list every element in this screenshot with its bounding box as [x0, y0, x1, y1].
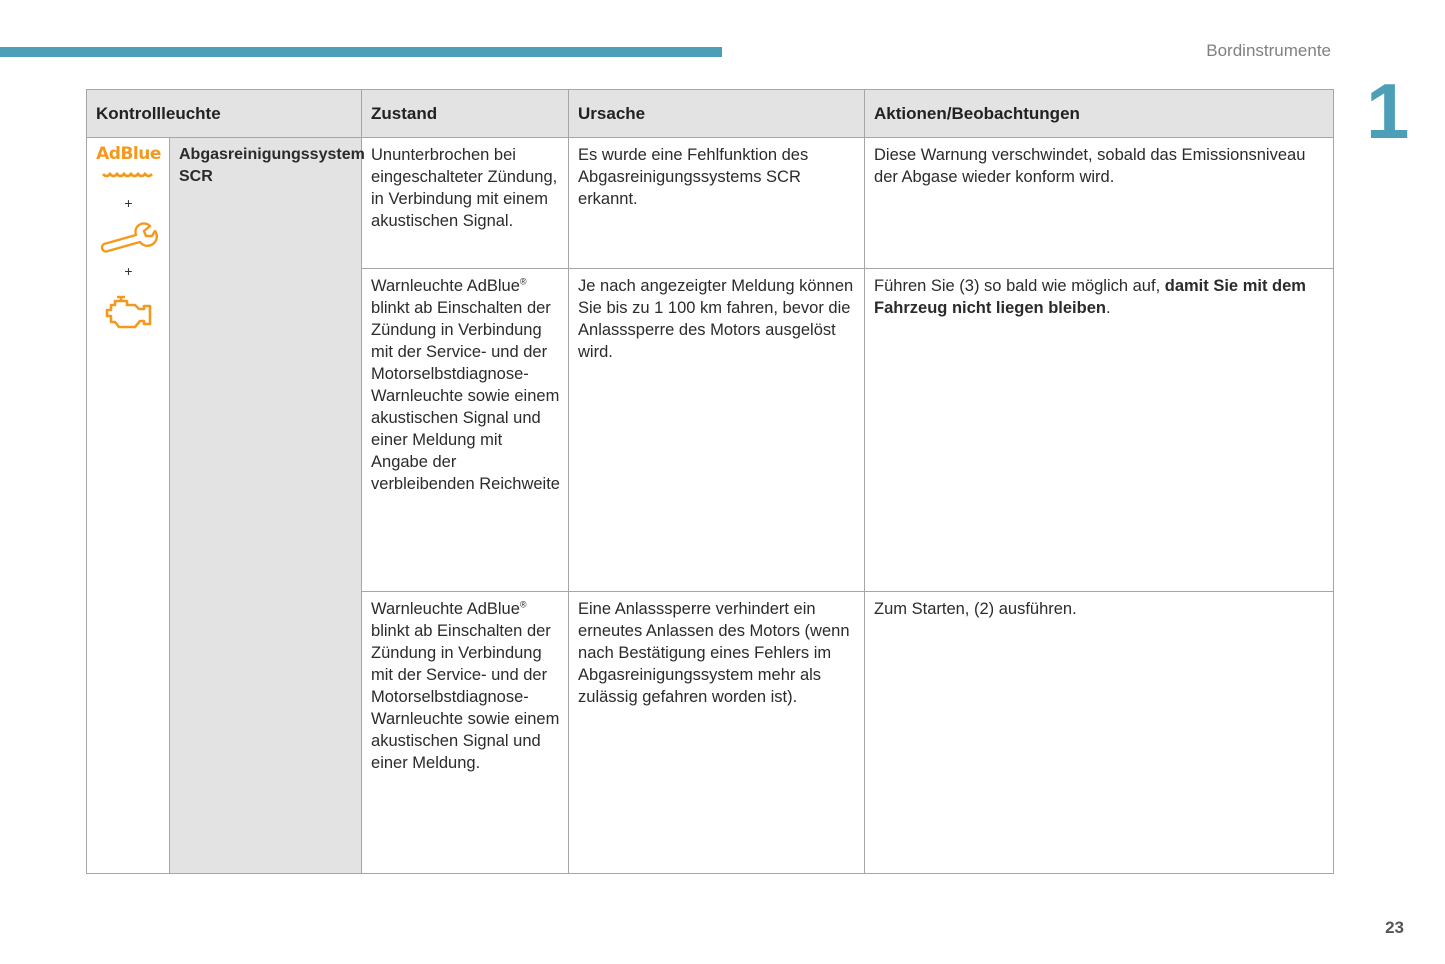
- section-title: Bordinstrumente: [1206, 41, 1331, 60]
- zustand-text-rest: blinkt ab Einschalten der Zündung in Verbindung mit der Service- und der Motorselbstdiagnose-Warnleuchte sowie einem akustischen Signal und einer Meldung.: [371, 622, 560, 772]
- adblue-icon-label: AdBlue: [96, 144, 161, 164]
- column-header-kontrollleuchte: Kontrollleuchte: [87, 90, 362, 138]
- zustand-cell: [362, 592, 569, 874]
- column-header-ursache: Ursache: [569, 90, 865, 138]
- column-header-aktionen: Aktionen/Beobachtungen: [865, 90, 1334, 138]
- ursache-cell: Es wurde eine Fehlfunktion des Abgasreinigungssystems SCR erkannt.: [569, 138, 865, 269]
- aktion-suffix: .: [1105, 299, 1111, 317]
- adblue-icon: [96, 144, 161, 186]
- engine-check-icon: [104, 294, 154, 334]
- aktion-cell: Zum Starten, (2) ausführen.: [865, 592, 1334, 874]
- aktion-cell: [865, 269, 1334, 592]
- ursache-cell: Eine Anlasssperre verhindert ein erneutes Anlassen des Motors (wenn nach Bestätigung eines Fehlers im Abgasreinigungssystem mehr als zulässig gefahren worden ist).: [569, 592, 865, 874]
- zustand-text-rest: blinkt ab Einschalten der Zündung in Verbindung mit der Service- und der Motorselbstdiagnose-Warnleuchte sowie einem akustischen Signal und einer Meldung mit Angabe der verbleibenden Reichweite: [371, 299, 560, 493]
- aktion-emphasis: damit Sie mit dem Fahrzeug nicht liegen bleiben: [874, 277, 1306, 317]
- aktion-text: Führen Sie (3) so bald wie möglich auf,: [874, 277, 1165, 295]
- page-number: 23: [1385, 918, 1404, 937]
- registered-mark: ®: [519, 599, 527, 610]
- table-row: [87, 138, 1334, 269]
- system-name-cell: Abgasreinigungssystem SCR: [170, 138, 362, 874]
- wrench-service-icon: [100, 220, 158, 254]
- column-header-zustand: Zustand: [362, 90, 569, 138]
- chapter-number: 1: [1366, 67, 1410, 155]
- ursache-cell: Je nach angezeigter Meldung können Sie bis zu 1 100 km fahren, bevor die Anlasssperre des Motors ausgelöst wird.: [569, 269, 865, 592]
- indicator-icons-cell: [87, 138, 170, 874]
- zustand-cell: [362, 269, 569, 592]
- registered-mark: ®: [519, 276, 527, 287]
- zustand-text: Warnleuchte AdBlue: [371, 277, 520, 295]
- plus-sign: +: [124, 263, 133, 279]
- top-accent-bar: [0, 47, 722, 57]
- warning-lights-table: [86, 89, 1334, 874]
- adblue-waves-icon: [101, 171, 157, 180]
- zustand-text: Warnleuchte AdBlue: [371, 600, 520, 618]
- aktion-cell: Diese Warnung verschwindet, sobald das Emissionsniveau der Abgase wieder konform wird.: [865, 138, 1334, 269]
- table-header-row: [87, 90, 1334, 138]
- zustand-cell: Ununterbrochen bei eingeschalteter Zündung, in Verbindung mit einem akustischen Signal.: [362, 138, 569, 269]
- plus-sign: +: [124, 195, 133, 211]
